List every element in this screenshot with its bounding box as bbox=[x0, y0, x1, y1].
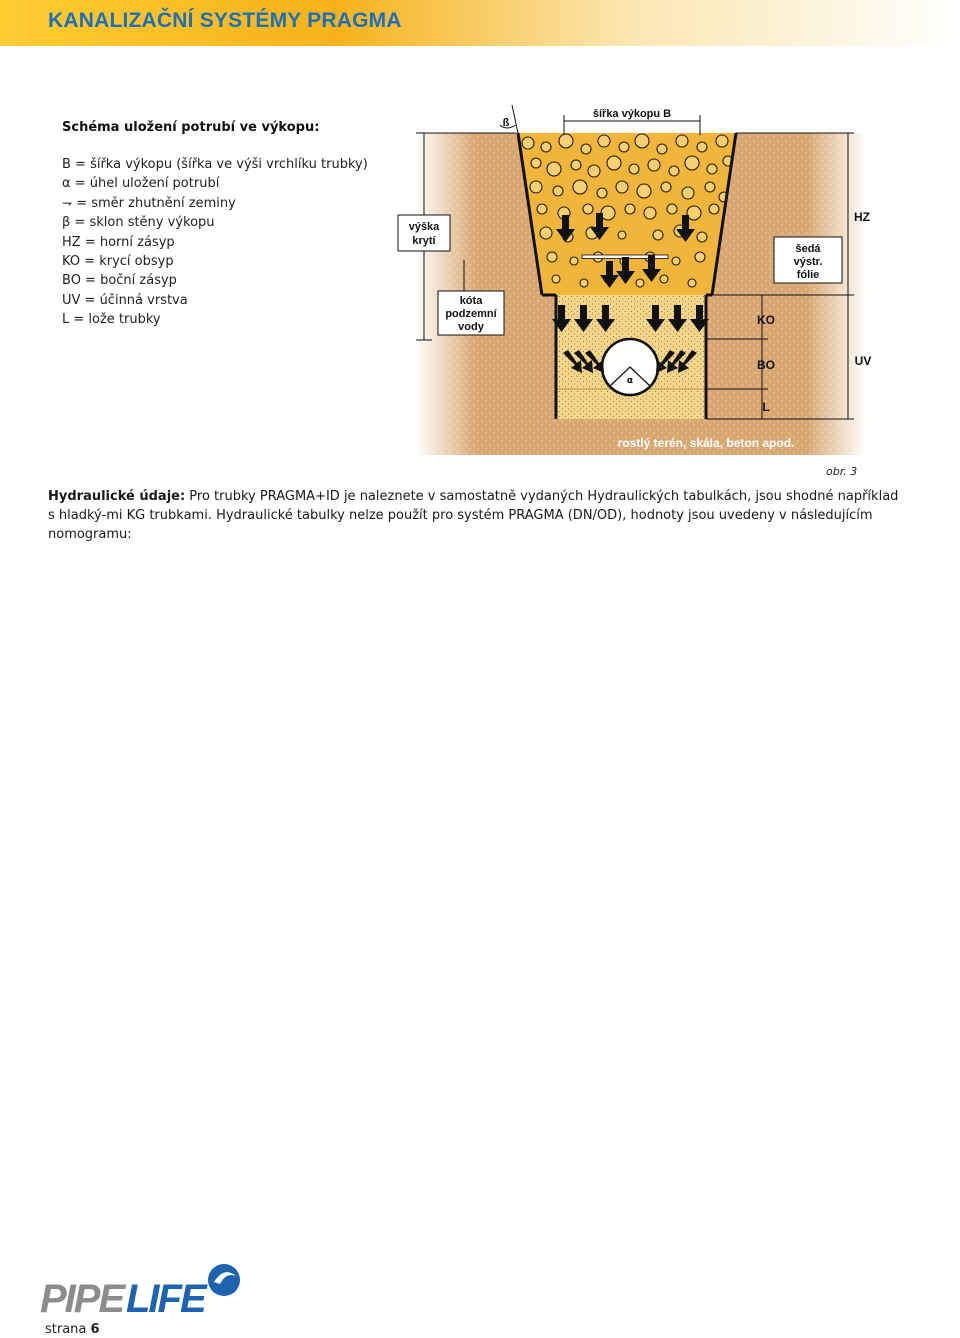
legend bbox=[62, 120, 402, 330]
legend-item-compaction bbox=[62, 194, 402, 213]
compaction-arrow-icon: ⇁ bbox=[62, 195, 73, 210]
legend-item-text: HZ = horní zásyp bbox=[62, 234, 175, 250]
legend-heading: Schéma uložení potrubí ve výkopu: bbox=[62, 120, 320, 135]
page-number-label: strana bbox=[45, 1322, 87, 1337]
legend-item-hz bbox=[62, 233, 402, 252]
legend-item-ko bbox=[62, 252, 402, 271]
foil-label-2: výstr. bbox=[793, 256, 823, 268]
cover-height-label-1: výška bbox=[408, 221, 440, 233]
legend-item-text: α = úhel uložení potrubí bbox=[62, 176, 220, 192]
legend-item-alpha bbox=[62, 174, 402, 193]
legend-item-text: L = lože trubky bbox=[62, 312, 161, 328]
legend-item-uv bbox=[62, 291, 402, 310]
legend-item-text: KO = krycí obsyp bbox=[62, 254, 174, 270]
alpha-label: α bbox=[626, 376, 634, 386]
l-label: L bbox=[762, 400, 770, 414]
foil-label-1: šedá bbox=[795, 243, 821, 255]
page-number-value: 6 bbox=[90, 1322, 100, 1337]
hz-label: HZ bbox=[854, 210, 870, 224]
hydraulics-label: Hydraulické údaje: bbox=[48, 489, 186, 504]
groundwater-label-1: kóta bbox=[459, 295, 483, 307]
beta-line bbox=[512, 105, 518, 133]
logo-text-life: LIFE bbox=[126, 1277, 205, 1318]
page-number bbox=[45, 1322, 100, 1337]
logo-circle-icon bbox=[208, 1264, 240, 1296]
legend-item-text: B = šířka výkopu (šířka ve výši vrchlíku trubky) bbox=[62, 157, 368, 172]
ko-label: KO bbox=[757, 313, 775, 327]
groundwater-label-2: podzemní bbox=[445, 308, 497, 320]
ground-label: rostlý terén, skála, beton apod. bbox=[617, 436, 795, 450]
trench-diagram bbox=[396, 95, 886, 457]
legend-item-l bbox=[62, 310, 402, 329]
header-bar bbox=[0, 0, 960, 46]
cover-height-label-2: krytí bbox=[412, 235, 436, 247]
legend-item-bo bbox=[62, 271, 402, 290]
width-label: šířka výkopu B bbox=[592, 108, 672, 120]
beta-label: ß bbox=[502, 117, 510, 129]
soil-fade-right bbox=[806, 133, 866, 455]
legend-item-beta bbox=[62, 213, 402, 232]
hydraulics-paragraph bbox=[48, 487, 908, 545]
foil-label-3: fólie bbox=[796, 269, 820, 281]
legend-item-b bbox=[62, 155, 402, 174]
legend-item-text: UV = účinná vrstva bbox=[62, 292, 188, 308]
groundwater-label-3: vody bbox=[458, 321, 484, 333]
hydraulics-text: Pro trubky PRAGMA+ID je naleznete v samostatně vydaných Hydraulických tabulkách, jsou shodné například s hladký-mi KG trubkami. Hydraulické tabulky nelze použít pro systém PRAGMA (DN/OD), hodnoty jsou uvedeny v následujícím nomogramu: bbox=[48, 489, 899, 543]
bo-label: BO bbox=[757, 358, 775, 372]
pipelife-logo bbox=[40, 1262, 250, 1318]
uv-label: UV bbox=[854, 354, 872, 368]
logo-text-pipe: PIPE bbox=[40, 1277, 124, 1318]
legend-item-text: β = sklon stěny výkopu bbox=[62, 215, 215, 231]
legend-item-text: = směr zhutnění zeminy bbox=[72, 195, 236, 211]
legend-item-text: BO = boční zásyp bbox=[62, 273, 177, 289]
page-title: KANALIZAČNÍ SYSTÉMY PRAGMA bbox=[48, 9, 402, 32]
figure-caption: obr. 3 bbox=[826, 465, 858, 478]
